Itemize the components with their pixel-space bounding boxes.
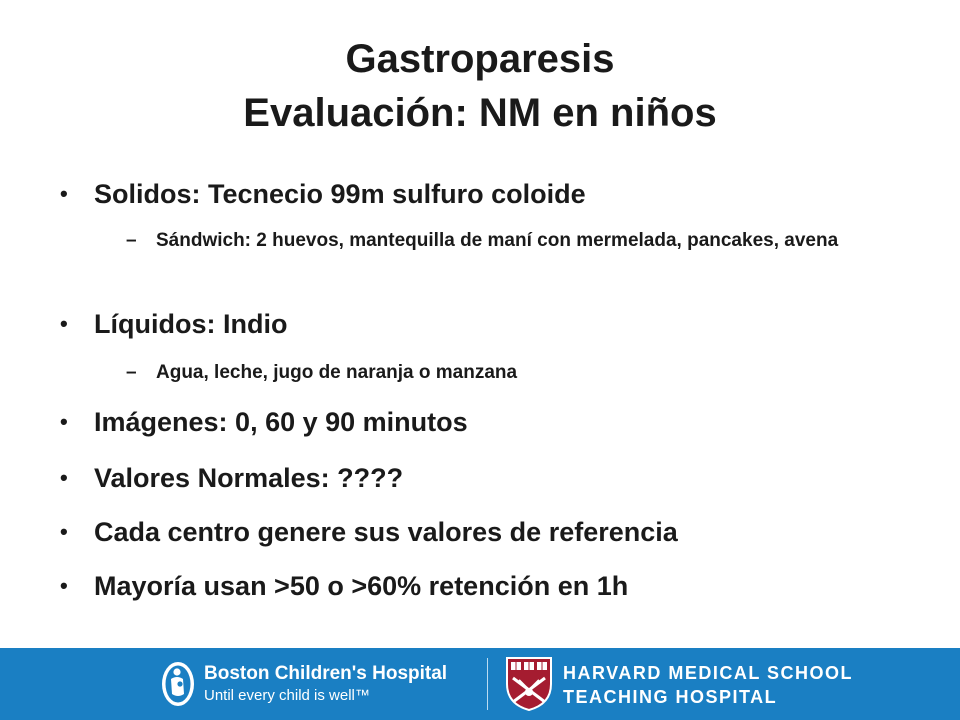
bullet-icon: • <box>60 573 68 598</box>
bullet-icon: • <box>60 519 68 544</box>
hospital-tagline: Until every child is well™ <box>204 687 370 704</box>
hospital-name: Boston Children's Hospital <box>204 663 448 684</box>
dash-icon: – <box>126 362 137 383</box>
sub-bullet-text: Sándwich: 2 huevos, mantequilla de maní con mermelada, pancakes, avena <box>156 230 839 251</box>
bullet-text: Imágenes: 0, 60 y 90 minutos <box>94 407 468 437</box>
bullet-text: Mayoría usan >50 o >60% retención en 1h <box>94 571 629 601</box>
harvard-shield-icon <box>505 656 553 712</box>
bullet-icon: • <box>60 465 68 490</box>
slide-title <box>0 32 960 140</box>
boston-childrens-hospital-logo-icon <box>160 660 196 708</box>
bullet-icon: • <box>60 311 68 336</box>
footer-divider <box>487 658 488 710</box>
dash-icon: – <box>126 230 137 251</box>
bullet-text: Cada centro genere sus valores de referencia <box>94 517 678 547</box>
bullet-text: Solidos: Tecnecio 99m sulfuro coloide <box>94 179 586 209</box>
bullet-icon: • <box>60 181 68 206</box>
slide-title-line-1: Gastroparesis <box>345 37 615 81</box>
hms-subtitle: TEACHING HOSPITAL <box>563 687 778 707</box>
bullet-text: Líquidos: Indio <box>94 309 288 339</box>
slide-title-line-2: Evaluación: NM en niños <box>243 91 717 135</box>
bullet-icon: • <box>60 409 68 434</box>
hms-title: HARVARD MEDICAL SCHOOL <box>563 663 854 683</box>
footer-bar <box>0 648 960 720</box>
bullet-text: Valores Normales: ???? <box>94 463 404 493</box>
sub-bullet-text: Agua, leche, jugo de naranja o manzana <box>156 362 518 383</box>
